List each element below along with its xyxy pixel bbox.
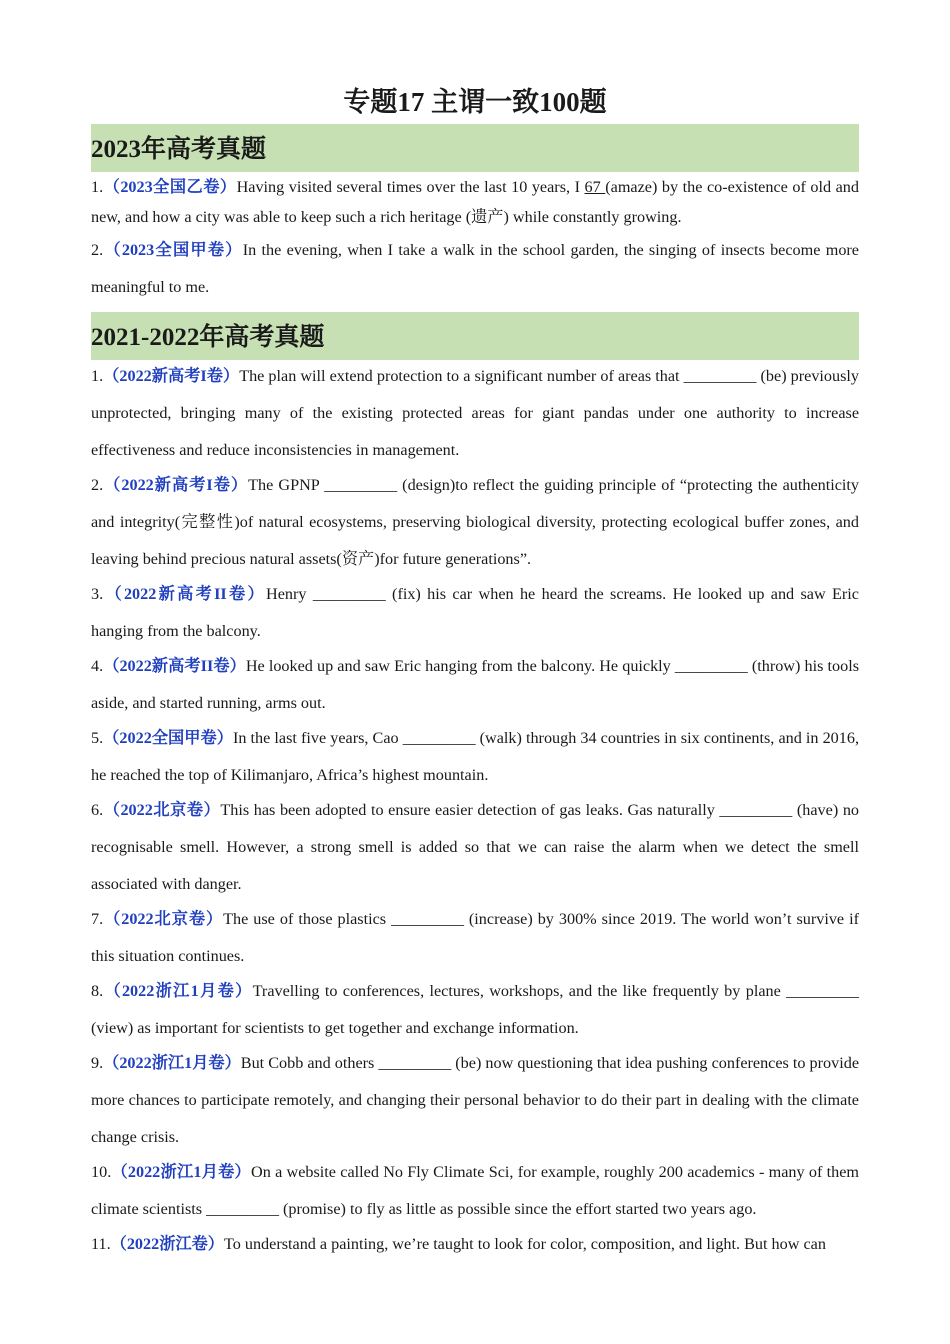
document-title: 专题17 主谓一致100题 bbox=[343, 87, 607, 117]
question-text: He looked up and saw Eric hanging from the balcony. He quickly _________ (throw) his tools aside, and started running, arms out. bbox=[91, 657, 859, 712]
question-2022-5 bbox=[91, 720, 859, 794]
question-2022-2 bbox=[91, 467, 859, 578]
question-source: （2022新高考II卷） bbox=[103, 657, 246, 675]
question-2022-3 bbox=[91, 576, 859, 650]
question-text: In the last five years, Cao _________ (walk) through 34 countries in six continents, and in 2016, he reached the top of Kilimanjaro, Africa’s highest mountain. bbox=[91, 729, 860, 784]
question-text: To understand a painting, we’re taught to look for color, composition, and light. But how can bbox=[223, 1235, 826, 1253]
question-number: 3. bbox=[91, 585, 104, 603]
question-text: The GPNP _________ (design)to reflect the guiding principle of “protecting the authenticity and integrity(完整性)of natural ecosystems, preserving biological diversity, protecting ecological buffer zones, and leaving behind precious natural assets(资产)for future generations”. bbox=[91, 476, 859, 568]
question-number: 1. bbox=[91, 367, 104, 385]
question-2022-6 bbox=[91, 792, 859, 903]
question-2022-8 bbox=[91, 973, 859, 1047]
question-number: 6. bbox=[91, 801, 104, 819]
question-2022-11 bbox=[91, 1226, 859, 1263]
question-source: （2022新高考I卷） bbox=[103, 476, 249, 494]
question-source: （2022北京卷） bbox=[103, 801, 221, 819]
question-text: On a website called No Fly Climate Sci, for example, roughly 200 academics - many of them climate scientists _________ (promise) to fly as little as possible since the effort started two years ago. bbox=[91, 1163, 860, 1218]
question-text: The use of those plastics _________ (increase) by 300% since 2019. The world won’t survive if this situation continues. bbox=[91, 910, 860, 965]
question-number: 1. bbox=[91, 178, 104, 196]
question-source: （2022全国甲卷） bbox=[103, 729, 233, 747]
question-source: （2022北京卷） bbox=[103, 910, 224, 928]
question-text: But Cobb and others _________ (be) now questioning that idea pushing conferences to provide more chances to participate remotely, and changing their personal behavior to do their part in dealing with the climate change crisis. bbox=[91, 1054, 859, 1146]
question-number: 2. bbox=[91, 476, 104, 494]
question-2022-9 bbox=[91, 1045, 859, 1156]
question-source: （2023全国乙卷） bbox=[103, 178, 237, 196]
question-2023-2 bbox=[91, 232, 859, 306]
question-2022-7 bbox=[91, 901, 859, 975]
question-source: （2023全国甲卷） bbox=[103, 241, 243, 259]
question-number: 8. bbox=[91, 982, 104, 1000]
question-2023-1 bbox=[91, 172, 859, 232]
question-number: 10. bbox=[91, 1163, 112, 1181]
question-number: 5. bbox=[91, 729, 104, 747]
question-2022-1 bbox=[91, 358, 859, 469]
question-2022-10 bbox=[91, 1154, 859, 1228]
question-number: 7. bbox=[91, 910, 104, 928]
question-number: 2. bbox=[91, 241, 104, 259]
question-text: Travelling to conferences, lectures, workshops, and the like frequently by plane _________ (view) as important for scientists to get together and exchange information. bbox=[91, 982, 860, 1037]
answer-blank: 67 bbox=[584, 178, 606, 196]
question-2022-4 bbox=[91, 648, 859, 722]
question-text: This has been adopted to ensure easier detection of gas leaks. Gas naturally _________ (have) no recognisable smell. However, a strong smell is added so that we can raise the alarm when we detect the smell associated with danger. bbox=[91, 801, 860, 893]
question-source: （2022浙江1月卷） bbox=[103, 1054, 241, 1072]
question-text: Henry _________ (fix) his car when he heard the screams. He looked up and saw Eric hanging from the balcony. bbox=[91, 585, 859, 640]
section-header-2021-2022: 2021-2022年高考真题 bbox=[91, 312, 859, 360]
question-source: （2022浙江1月卷） bbox=[111, 1163, 251, 1181]
question-text: (amaze) by the co-existence of old and new, and how a city was able to keep such a rich heritage (遗产) while constantly growing. bbox=[91, 178, 859, 226]
question-source: （2022浙江1月卷） bbox=[103, 982, 253, 1000]
question-number: 9. bbox=[91, 1054, 104, 1072]
question-text: In the evening, when I take a walk in the school garden, the singing of insects become more meaningful to me. bbox=[91, 241, 859, 296]
question-source: （2022浙江卷） bbox=[110, 1235, 224, 1253]
question-number: 4. bbox=[91, 657, 104, 675]
section-header-2023: 2023年高考真题 bbox=[91, 124, 859, 172]
question-text: The plan will extend protection to a significant number of areas that _________ (be) previously unprotected, bringing many of the existing protected areas for giant pandas under one authority to increase effectiveness and reduce inconsistencies in management. bbox=[91, 367, 859, 459]
question-number: 11. bbox=[91, 1235, 111, 1253]
question-source: （2022新高考II卷） bbox=[103, 585, 267, 603]
document-page bbox=[91, 0, 859, 1263]
question-source: （2022新高考I卷） bbox=[103, 367, 240, 385]
question-text: Having visited several times over the last 10 years, I bbox=[236, 178, 585, 196]
